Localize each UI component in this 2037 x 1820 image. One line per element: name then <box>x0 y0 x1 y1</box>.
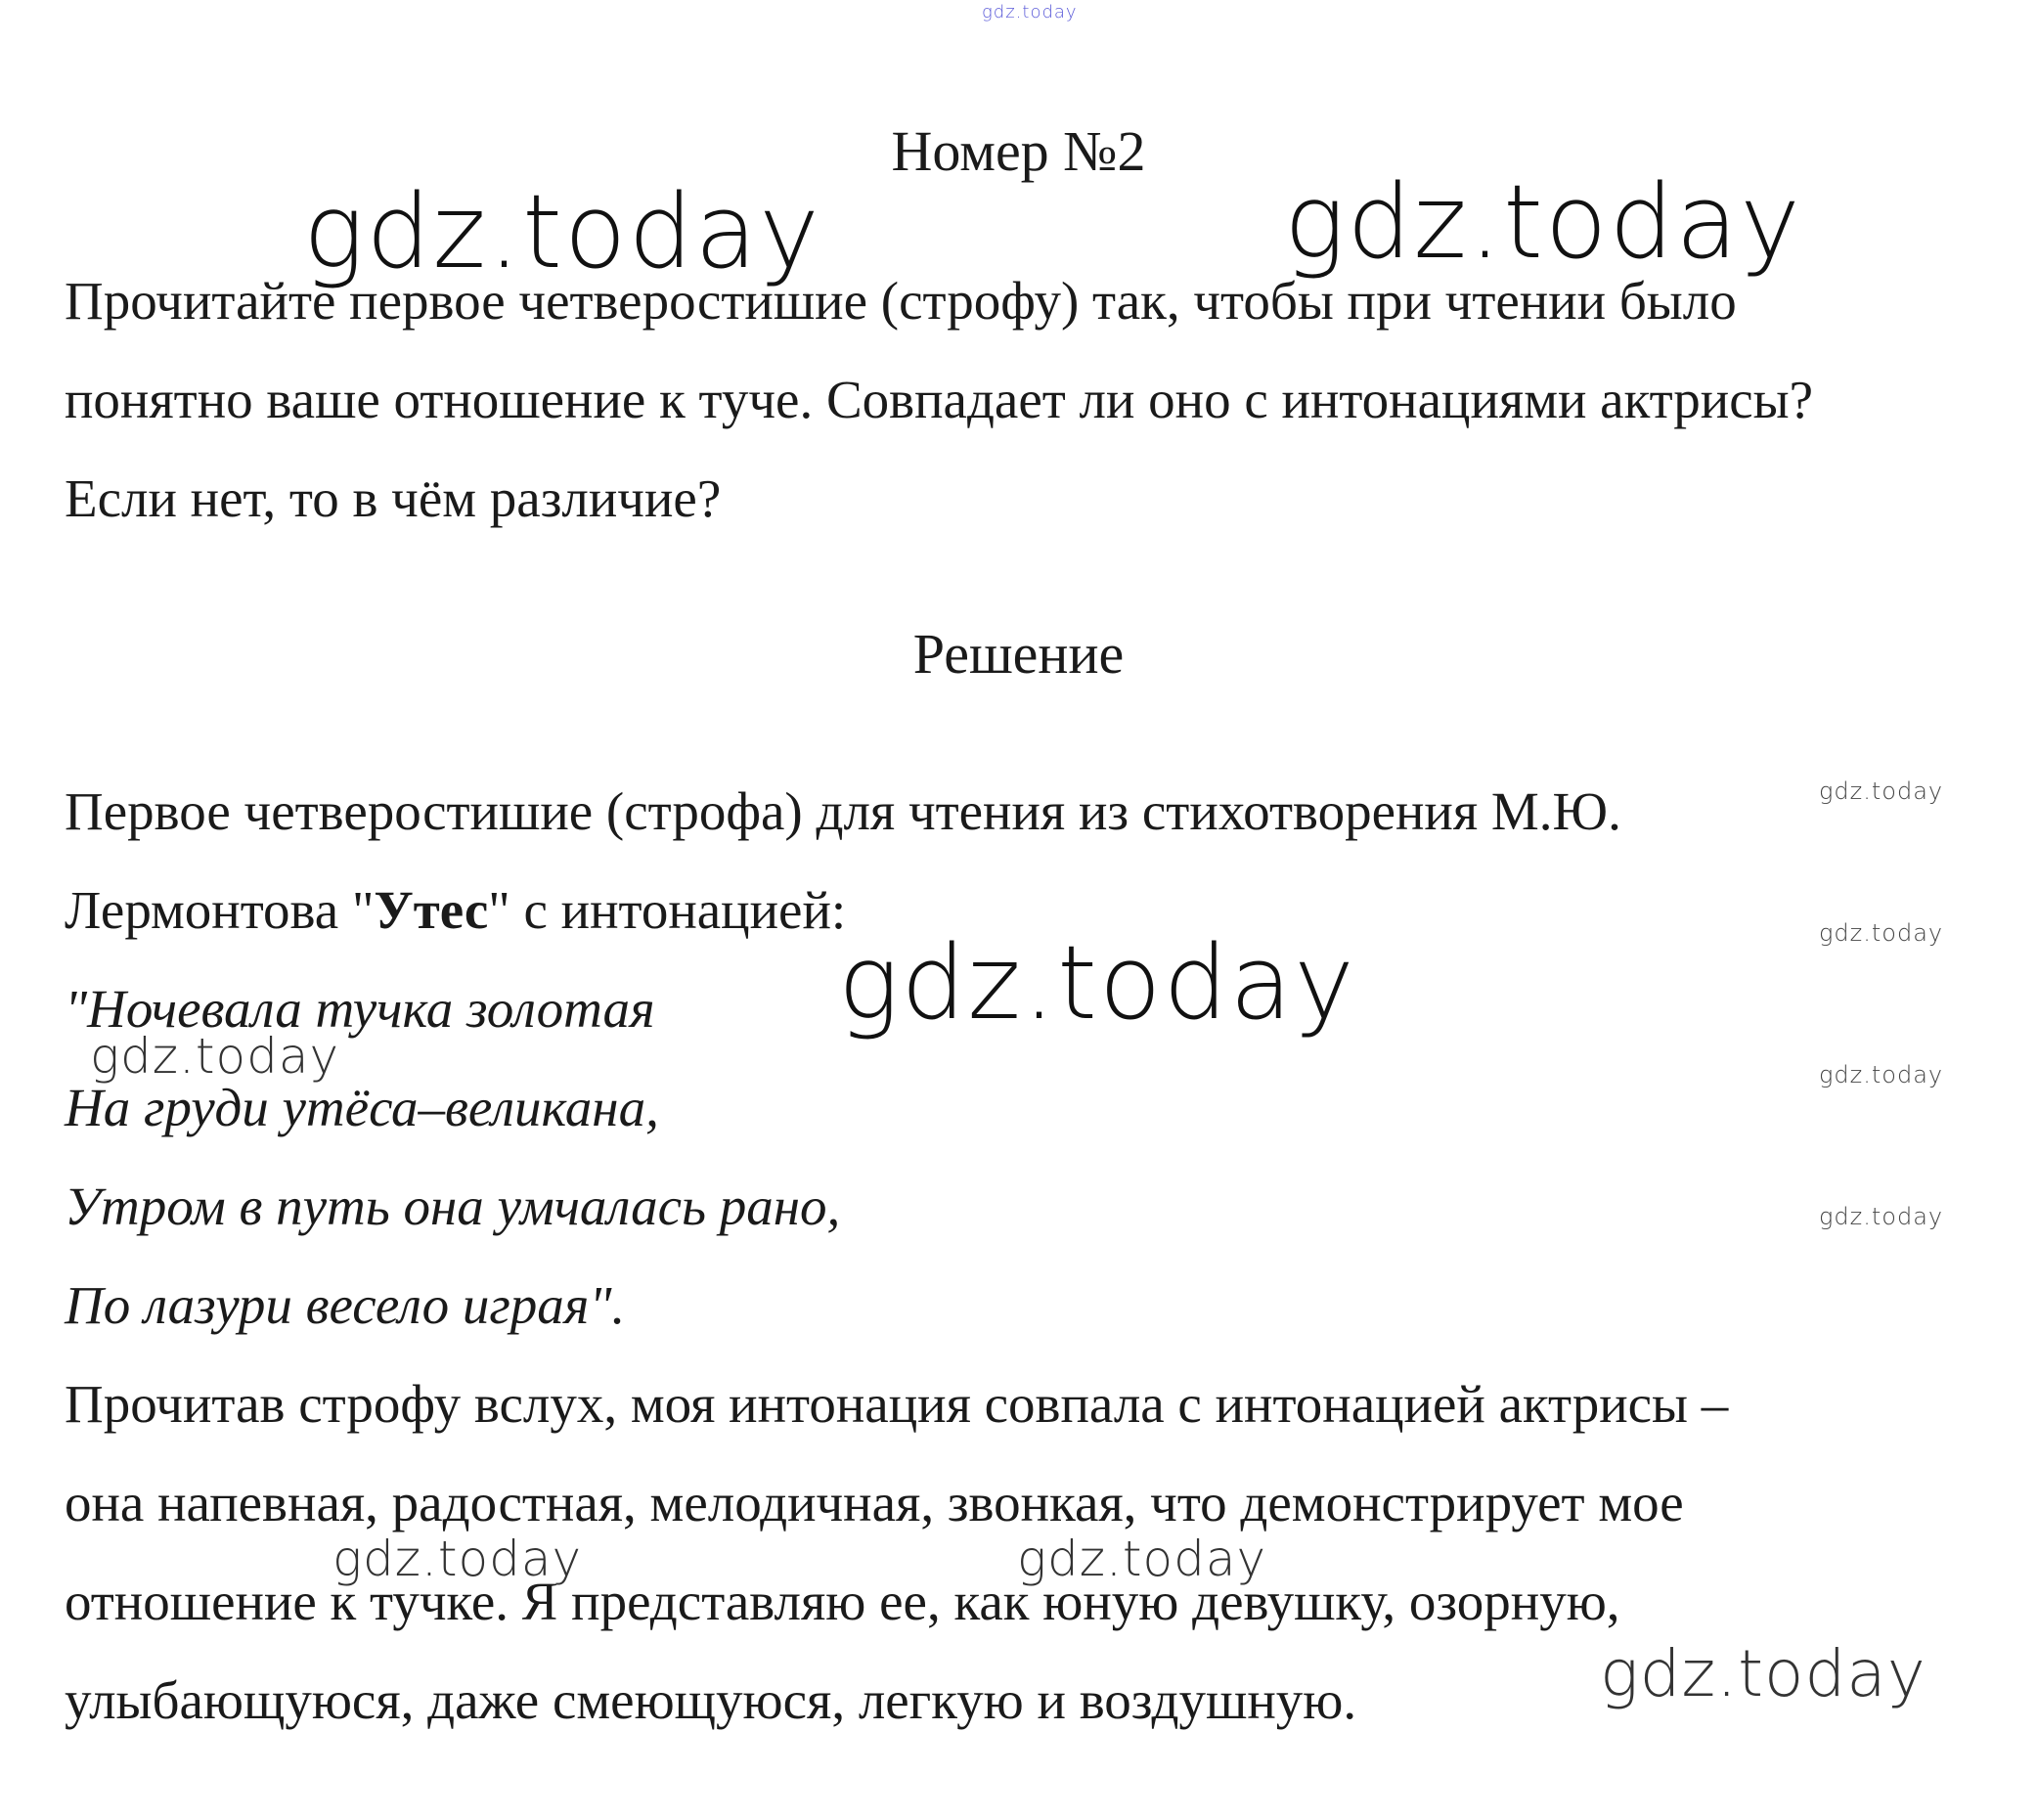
solution-intro-line-1: Первое четверостишие (строфа) для чтения из стихотворения М.Ю. <box>65 781 1621 841</box>
intro-text-after: " с интонацией: <box>488 880 847 940</box>
watermark-medium-1: gdz.today <box>90 1028 340 1085</box>
watermark-large-3: gdz.today <box>838 923 1356 1043</box>
watermark-large-1: gdz.today <box>303 172 821 291</box>
watermark-large-4: gdz.today <box>1600 1636 1926 1711</box>
watermark-small-2: gdz.today <box>1819 919 1944 947</box>
task-line-3: Если нет, то в чём различие? <box>65 468 722 528</box>
solution-heading: Решение <box>912 622 1125 686</box>
watermark-small-3: gdz.today <box>1819 1061 1944 1088</box>
watermark-medium-3: gdz.today <box>1017 1531 1267 1587</box>
intro-text-before: Лермонтова " <box>65 880 375 940</box>
poem-line-2: На груди утёса–великана, <box>65 1078 659 1137</box>
watermark-top: gdz.today <box>982 2 1078 22</box>
task-line-1: Прочитайте первое четверостишие (строфу) так, чтобы при чтении было <box>65 271 1737 331</box>
watermark-small-1: gdz.today <box>1819 777 1944 805</box>
poem-line-3: Утром в путь она умчалась рано, <box>65 1176 841 1236</box>
answer-line-1: Прочитав строфу вслух, моя интонация совпала с интонацией актрисы – <box>65 1374 1729 1434</box>
answer-line-3: отношение к тучке. Я представляю ее, как юную девушку, озорную, <box>65 1572 1620 1631</box>
watermark-small-4: gdz.today <box>1819 1203 1944 1230</box>
poem-line-1: "Ночевала тучка золотая <box>65 979 655 1039</box>
watermark-large-2: gdz.today <box>1284 162 1802 282</box>
task-line-2: понятно ваше отношение к туче. Совпадает ли оно с интонациями актрисы? <box>65 370 1814 429</box>
answer-line-2: она напевная, радостная, мелодичная, звонкая, что демонстрирует мое <box>65 1473 1684 1532</box>
solution-intro-line-2 <box>65 877 846 944</box>
poem-title: Утес <box>374 880 489 940</box>
poem-line-4: По лазури весело играя". <box>65 1275 626 1335</box>
page-title: Номер №2 <box>891 119 1146 183</box>
answer-line-4: улыбающуюся, даже смеющуюся, легкую и воздушную. <box>65 1670 1357 1730</box>
watermark-medium-2: gdz.today <box>332 1531 583 1587</box>
